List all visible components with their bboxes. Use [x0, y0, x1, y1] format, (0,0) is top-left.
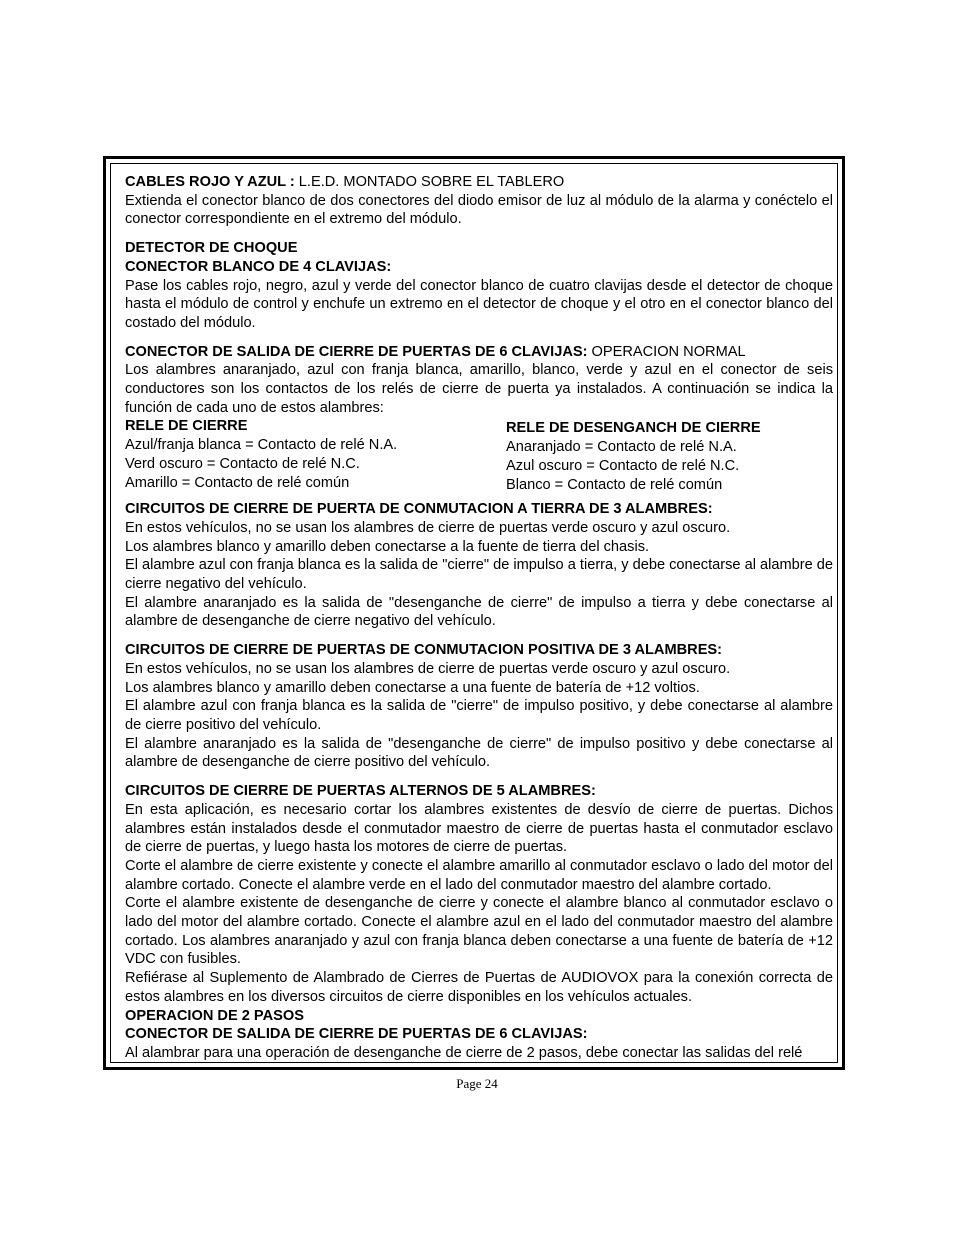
- section-connector: [125, 343, 833, 362]
- section-ground-line: El alambre anaranjado es la salida de "desenganche de cierre" de impulso a tierra y debe conectarse al alambre de desenganche de cierre negativo del vehículo.: [125, 594, 833, 630]
- page-border: [103, 156, 845, 1070]
- section-led: [125, 173, 833, 192]
- lock-relay-line: Azul/franja blanca = Contacto de relé N.A.: [125, 437, 398, 454]
- section-alternate-heading: CIRCUITOS DE CIERRE DE PUERTAS ALTERNOS DE 5 ALAMBRES:: [125, 783, 596, 800]
- section-shock-body: Pase los cables rojo, negro, azul y verde del conector blanco de cuatro clavijas desde el detector de choque hasta el módulo de control y enchufe un extremo en el detector de choque y el otro en el conector blanco del costado del módulo.: [125, 277, 833, 331]
- section-connector-subtitle: OPERACION NORMAL: [587, 343, 746, 360]
- section-shock-heading: DETECTOR DE CHOQUE: [125, 240, 298, 257]
- unlock-relay-column: [506, 417, 833, 494]
- section-positive-line: Los alambres blanco y amarillo deben conectarse a una fuente de batería de +12 voltios.: [125, 679, 700, 696]
- section-ground-heading: CIRCUITOS DE CIERRE DE PUERTA DE CONMUTACION A TIERRA DE 3 ALAMBRES:: [125, 501, 713, 518]
- section-ground-line: El alambre azul con franja blanca es la salida de "cierre" de impulso a tierra, y debe conectarse al alambre de cierre negativo del vehículo.: [125, 557, 833, 593]
- unlock-relay-heading: RELE DE DESENGANCH DE CIERRE: [506, 420, 761, 437]
- lock-relay-line: Verd oscuro = Contacto de relé N.C.: [125, 455, 360, 472]
- section-ground-line: En estos vehículos, no se usan los alambres de cierre de puertas verde oscuro y azul oscuro.: [125, 519, 731, 536]
- section-twostep-subheading: CONECTOR DE SALIDA DE CIERRE DE PUERTAS DE 6 CLAVIJAS:: [125, 1026, 588, 1043]
- section-positive-line: En estos vehículos, no se usan los alambres de cierre de puertas verde oscuro y azul oscuro.: [125, 660, 731, 677]
- lock-relay-line: Amarillo = Contacto de relé común: [125, 474, 350, 491]
- unlock-relay-line: Blanco = Contacto de relé común: [506, 476, 723, 493]
- section-led-body: Extienda el conector blanco de dos conectores del diodo emisor de luz al módulo de la alarma y conéctelo el conector correspondiente en el extremo del módulo.: [125, 192, 833, 228]
- unlock-relay-line: Anaranjado = Contacto de relé N.A.: [506, 439, 737, 456]
- section-positive-heading: CIRCUITOS DE CIERRE DE PUERTAS DE CONMUTACION POSITIVA DE 3 ALAMBRES:: [125, 642, 723, 659]
- section-positive-line: El alambre azul con franja blanca es la salida de "cierre" de impulso positivo, y debe conectarse al alambre de cierre positivo del vehículo.: [125, 698, 833, 733]
- document-content: [125, 173, 833, 1063]
- section-connector-body: Los alambres anaranjado, azul con franja blanca, amarillo, blanco, verde y azul en el conector de seis conductores son los contactos de los relés de cierre de puerta ya instalados. A continuación se indica la función de cada uno de estos alambres:: [125, 362, 833, 416]
- section-alternate-line: Corte el alambre de cierre existente y conecte el alambre amarillo al conmutador esclavo o lado del motor del alambre cortado. Conecte el alambre verde en el lado del conmutador maestro del alambre cortado.: [125, 857, 833, 893]
- lock-relay-heading: RELE DE CIERRE: [125, 418, 248, 435]
- section-ground-line: Los alambres blanco y amarillo deben conectarse a la fuente de tierra del chasis.: [125, 538, 650, 555]
- unlock-relay-line: Azul oscuro = Contacto de relé N.C.: [506, 457, 740, 474]
- section-connector-heading: CONECTOR DE SALIDA DE CIERRE DE PUERTAS DE 6 CLAVIJAS:: [125, 343, 588, 360]
- page-number: Page 24: [456, 1076, 498, 1091]
- relay-columns: [125, 417, 833, 494]
- section-alternate-line: Corte el alambre existente de desenganche de cierre y conecte el alambre blanco al conmutador esclavo o lado del motor del alambre cortado. Conecte el alambre azul en el lado del conmutador maestro del alambre cortado. Los alambres anaranjado y azul con franja blanca deben conectarse a una fuente de batería de +12 VDC con fusibles.: [125, 895, 833, 968]
- section-twostep-body: Al alambrar para una operación de desenganche de cierre de 2 pasos, debe conectar las salidas del relé: [125, 1044, 803, 1061]
- section-led-heading: CABLES ROJO Y AZUL :: [125, 174, 295, 190]
- section-led-subtitle: L.E.D. MONTADO SOBRE EL TABLERO: [294, 174, 565, 190]
- section-shock-subheading: CONECTOR BLANCO DE 4 CLAVIJAS:: [125, 258, 392, 275]
- section-twostep-heading: OPERACION DE 2 PASOS: [125, 1007, 304, 1024]
- section-alternate-line: En esta aplicación, es necesario cortar los alambres existentes de desvío de cierre de puertas. Dichos alambres están instalados desde el conmutador maestro de cierre de puertas hasta el conmutador esclavo de cierre de puertas, y luego hasta los motores de cierre de puertas.: [125, 801, 833, 856]
- lock-relay-column: [125, 417, 506, 494]
- section-positive-line: El alambre anaranjado es la salida de "desenganche de cierre" de impulso positivo y debe conectarse al alambre de desenganche de cierre positivo del vehículo.: [125, 735, 833, 771]
- section-alternate-line: Refiérase al Suplemento de Alambrado de Cierres de Puertas de AUDIOVOX para la conexión correcta de estos alambres en los diversos circuitos de cierre disponibles en los vehículos actuales.: [125, 970, 833, 1005]
